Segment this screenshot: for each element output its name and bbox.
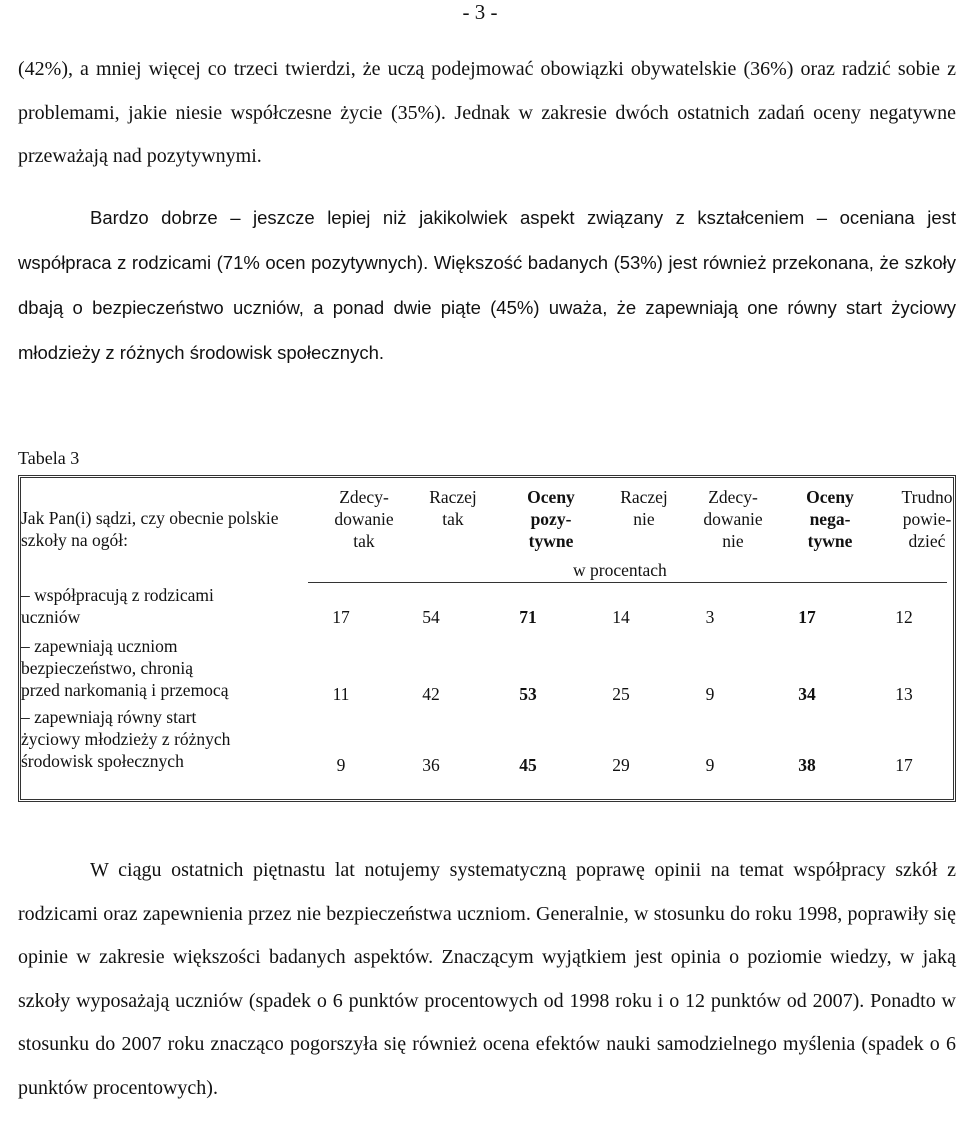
- row-label-line: bezpieczeństwo, chronią: [21, 658, 194, 678]
- row-label-line: – zapewniają uczniom: [21, 636, 178, 656]
- table-cell: 17: [895, 755, 913, 775]
- row-label-line: środowisk społecznych: [21, 751, 184, 771]
- table-caption: Tabela 3: [18, 448, 80, 468]
- column-header-line: tak: [353, 531, 375, 551]
- column-header-line: tywne: [807, 531, 853, 551]
- table-question: Jak Pan(i) sądzi, czy obecnie polskie szkoły na ogół:: [21, 508, 279, 550]
- table-cell: 36: [422, 755, 440, 775]
- paragraph-3: W ciągu ostatnich piętnastu lat notujemy systematyczną poprawę opinii na temat współpracy szkół z rodzicami oraz zapewnienia przez nie bezpieczeństwa uczniom. Generalnie, w stosunku do roku 1998, poprawiły się opinie w zakresie większości badanych aspektów. Znaczącym wyjątkiem jest opinia o poziomie wiedzy, w jaką szkoły wyposażają uczniów (spadek o 6 punktów procentowych od 1998 roku i o 12 punktów od 2007). Ponadto w stosunku do 2007 roku znacząco pogorszyła się również ocena efektów nauki samodzielnego myślenia (spadek o 6 punktów procentowych).: [18, 859, 956, 1099]
- column-header: [319, 486, 409, 552]
- column-header-line: dzieć: [908, 531, 946, 551]
- column-header: [408, 486, 498, 530]
- table-cell: 53: [519, 684, 537, 704]
- table-cell: 11: [332, 684, 350, 704]
- row-label: [21, 706, 321, 772]
- row-label-line: życiowy młodzieży z różnych: [21, 729, 231, 749]
- table-cell: 45: [519, 755, 537, 775]
- column-header-line: nie: [722, 531, 744, 551]
- table-cell: 9: [705, 755, 715, 775]
- data-table: [18, 475, 956, 802]
- table-cell: 17: [332, 607, 350, 627]
- column-header-line: nega-: [809, 509, 851, 529]
- table-cell: 29: [612, 755, 630, 775]
- unit-label: w procentach: [573, 560, 667, 580]
- row-label-line: przed narkomanią i przemocą: [21, 680, 229, 700]
- column-header: [688, 486, 778, 552]
- table-cell: 12: [895, 607, 913, 627]
- table-cell: 17: [798, 607, 816, 627]
- column-header-line: tak: [442, 509, 464, 529]
- row-label-line: – zapewniają równy start: [21, 707, 197, 727]
- column-header: [599, 486, 689, 530]
- column-header-line: dowanie: [703, 509, 763, 529]
- column-header-line: dowanie: [334, 509, 394, 529]
- table-cell: 54: [422, 607, 440, 627]
- column-header-line: tywne: [528, 531, 574, 551]
- column-header-line: pozy-: [530, 509, 572, 529]
- paragraph-2: Bardzo dobrze – jeszcze lepiej niż jakikolwiek aspekt związany z kształceniem – oceniana jest współpraca z rodzicami (71% ocen pozytywnych). Większość badanych (53%) jest również przekonana, że szkoły dbają o bezpieczeństwo uczniów, a ponad dwie piąte (45%) uważa, że zapewniają one równy start życiowy młodzieży z różnych środowisk społecznych.: [18, 207, 956, 363]
- table-cell: 13: [895, 684, 913, 704]
- header-separator: [308, 582, 947, 583]
- column-header-line: Trudno: [901, 487, 953, 507]
- column-header-line: Raczej: [620, 487, 668, 507]
- row-label-line: – współpracują z rodzicami: [21, 585, 214, 605]
- table-cell: 3: [705, 607, 715, 627]
- column-header-line: powie-: [902, 509, 952, 529]
- table-cell: 34: [798, 684, 816, 704]
- page-number: - 3 -: [462, 0, 498, 24]
- column-header-line: Oceny: [527, 487, 575, 507]
- column-header-line: Zdecy-: [339, 487, 389, 507]
- column-header: [882, 486, 960, 552]
- table-cell: 42: [422, 684, 440, 704]
- column-header: [785, 486, 875, 552]
- column-header-line: Zdecy-: [708, 487, 758, 507]
- table-cell: 71: [519, 607, 537, 627]
- row-label: [21, 635, 321, 701]
- column-header: [506, 486, 596, 552]
- table-cell: 9: [705, 684, 715, 704]
- table-cell: 14: [612, 607, 630, 627]
- row-label-line: uczniów: [21, 607, 81, 627]
- column-header-line: Raczej: [429, 487, 477, 507]
- table-cell: 38: [798, 755, 816, 775]
- row-label: [21, 584, 321, 628]
- table-cell: 25: [612, 684, 630, 704]
- table-cell: 9: [336, 755, 346, 775]
- paragraph-1: (42%), a mniej więcej co trzeci twierdzi, że uczą podejmować obowiązki obywatelskie (36%) oraz radzić sobie z problemami, jakie niesie współczesne życie (35%). Jednak w zakresie dwóch ostatnich zadań oceny negatywne przeważają nad pozytywnymi.: [18, 58, 956, 167]
- column-header-line: nie: [633, 509, 655, 529]
- column-header-line: Oceny: [806, 487, 854, 507]
